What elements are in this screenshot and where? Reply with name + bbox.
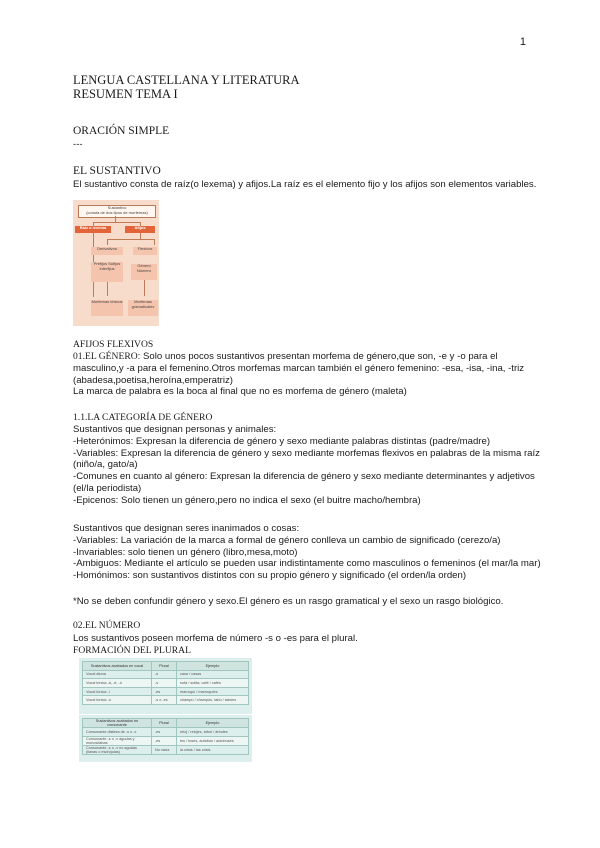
diagram-genero: Género Número bbox=[131, 264, 157, 280]
genero-text-1: : Solo unos pocos sustantivos presentan morfema de género,que son, -e y -o para el bbox=[137, 351, 498, 362]
genero-sexo-note: *No se deben confundir género y sexo.El género es un rasgo gramatical y el sexo un rasgo biológico. bbox=[73, 596, 504, 607]
heading-formacion-plural: FORMACIÓN DEL PLURAL bbox=[73, 645, 191, 656]
categoria-line: Sustantivos que designan seres inanimados o cosas: bbox=[73, 523, 300, 534]
table-cell: la crisis / las crisis bbox=[177, 745, 249, 754]
table-cell: casa / casas bbox=[177, 670, 249, 679]
page-number: 1 bbox=[519, 36, 526, 48]
diagram-title: Sustantivo bbox=[107, 205, 127, 210]
table-row bbox=[83, 728, 249, 737]
table-header-cell: Sustantivos acabados en consonante bbox=[83, 719, 152, 728]
categoria-line: -Heterónimos: Expresan la diferencia de género y sexo mediante palabras distintas (padre/madre) bbox=[73, 435, 491, 447]
categoria-line: -Epicenos: Solo tienen un género,pero no indica el sexo (el buitre macho/hembra) bbox=[73, 494, 421, 506]
categoria-line: Sustantivos que designan personas y animales: bbox=[73, 424, 277, 435]
table-cell: -es bbox=[152, 687, 177, 696]
heading-el-genero: 01.EL GÉNERO bbox=[73, 351, 138, 362]
sustantivo-diagram bbox=[73, 200, 159, 326]
table-cell: Consonante -s o -x agudas y monosílabas bbox=[83, 736, 152, 745]
diagram-derivativos: Derivativos bbox=[91, 247, 123, 255]
categoria-line: -Variables: Expresan la diferencia de género y sexo mediante morfemas flexivos en palabras de la misma raíz bbox=[73, 447, 540, 459]
diagram-subtitle: (consta de dos tipos de morfemas) bbox=[86, 209, 148, 215]
diagram-prefijos: Prefijos Sufijos Interfijos bbox=[91, 262, 123, 282]
categoria-line: -Variables: La variación de la marca a formal de género conlleva un cambio de significado (cerezo/a) bbox=[73, 534, 501, 546]
genero-paragraph bbox=[73, 351, 533, 398]
heading-oracion-simple: ORACIÓN SIMPLE bbox=[73, 125, 170, 137]
table-cell: Vocal tónica -í bbox=[83, 687, 152, 696]
plural-vowel-table bbox=[82, 661, 249, 705]
categoria-personas-list bbox=[73, 424, 540, 507]
diagram-morfemas-gramaticales: Morfemas gramaticales bbox=[128, 300, 158, 316]
table-row bbox=[83, 687, 249, 696]
heading-categoria-genero: 1.1.LA CATEGORÍA DE GÉNERO bbox=[73, 412, 213, 423]
table-row bbox=[83, 670, 249, 679]
heading-sustantivo: EL SUSTANTIVO bbox=[73, 165, 161, 177]
diagram-title-box bbox=[78, 205, 156, 218]
categoria-line: -Comunes en cuanto al género: Expresan la diferencia de género y sexo mediante determinantes y adjetivos bbox=[73, 471, 535, 483]
categoria-line: (el/la periodista) bbox=[73, 482, 142, 494]
table-cell: -es bbox=[152, 736, 177, 745]
table-cell: Consonante distinta de -s o -x bbox=[83, 728, 152, 737]
genero-line-1 bbox=[73, 351, 533, 363]
table-cell: -s bbox=[152, 679, 177, 688]
table-cell: -es bbox=[152, 728, 177, 737]
categoria-line: -Homónimos: son sustantivos distintos con su propio género y significado (el orden/la orden) bbox=[73, 570, 467, 582]
table-cell: marroquí / marroquíes bbox=[177, 687, 249, 696]
table-header-row bbox=[83, 662, 249, 671]
table-row bbox=[83, 696, 249, 705]
table-cell: reloj / relojes, árbol / árboles bbox=[177, 728, 249, 737]
table-row bbox=[83, 679, 249, 688]
title-line-1: LENGUA CASTELLANA Y LITERATURA bbox=[73, 73, 300, 87]
table-row bbox=[83, 745, 249, 754]
diagram-morfemas-lexicos: Morfemas léxicos bbox=[91, 300, 123, 316]
categoria-cosas-list bbox=[73, 523, 541, 582]
table-cell: Vocal átona bbox=[83, 670, 152, 679]
table-header-cell: Plural bbox=[152, 662, 177, 671]
genero-line-3: (abadesa,poetisa,heroína,emperatriz) bbox=[73, 374, 233, 386]
heading-afijos-flexivos: AFIJOS FLEXIVOS bbox=[73, 339, 154, 350]
table-cell: tos / toses, autobús / autobuses bbox=[177, 736, 249, 745]
sustantivo-text: El sustantivo consta de raíz(o lexema) y afijos.La raíz es el elemento fijo y los afijos son elementos variables. bbox=[73, 179, 537, 190]
table-header-cell: Ejemplo bbox=[177, 662, 249, 671]
title-line-2: RESUMEN TEMA I bbox=[73, 87, 178, 101]
diagram-raiz: Raíz o lexema bbox=[75, 226, 111, 233]
table-cell: No varía bbox=[152, 745, 177, 754]
table-cell: Consonante -s o -x no agudas (llanas o esdrújulas) bbox=[83, 745, 152, 754]
categoria-line: -Invariables: solo tienen un género (libro,mesa,moto) bbox=[73, 546, 298, 558]
table-row bbox=[83, 736, 249, 745]
diagram-afijos: Afijos bbox=[125, 226, 155, 233]
oracion-dash: --- bbox=[73, 139, 83, 150]
table-header-cell: Ejemplo bbox=[177, 719, 249, 728]
document-title bbox=[73, 73, 533, 101]
table-cell: champú / champús, tabú / tabúes bbox=[177, 696, 249, 705]
table-cell: sofá / sofás, café / cafés bbox=[177, 679, 249, 688]
table-header-cell: Sustantivos acabados en vocal bbox=[83, 662, 152, 671]
numero-text: Los sustantivos poseen morfema de número -s o -es para el plural. bbox=[73, 633, 358, 644]
table-header-cell: Plural bbox=[152, 719, 177, 728]
table-cell: Vocal tónica -ú bbox=[83, 696, 152, 705]
table-header-row bbox=[83, 719, 249, 728]
diagram-flexivos: Flexivos bbox=[133, 247, 157, 255]
heading-el-numero: 02.EL NÚMERO bbox=[73, 620, 141, 631]
table-cell: Vocal tónica -á, -é, -ó bbox=[83, 679, 152, 688]
genero-line-2: masculino,y -a para el femenino.Otros morfemas marcan también el género femenino: -esa, -isa, -ina, -triz bbox=[73, 362, 525, 374]
categoria-line: -Ambiguos: Mediante el artículo se pueden usar indistintamente como masculinos o femeninos (el mar/la mar) bbox=[73, 558, 541, 570]
plural-consonant-table bbox=[82, 718, 249, 755]
table-cell: -s o -es bbox=[152, 696, 177, 705]
table-cell: -s bbox=[152, 670, 177, 679]
categoria-line: (niño/a, gato/a) bbox=[73, 459, 138, 471]
genero-line-4: La marca de palabra es la boca al final que no es morfema de género (maleta) bbox=[73, 386, 407, 398]
